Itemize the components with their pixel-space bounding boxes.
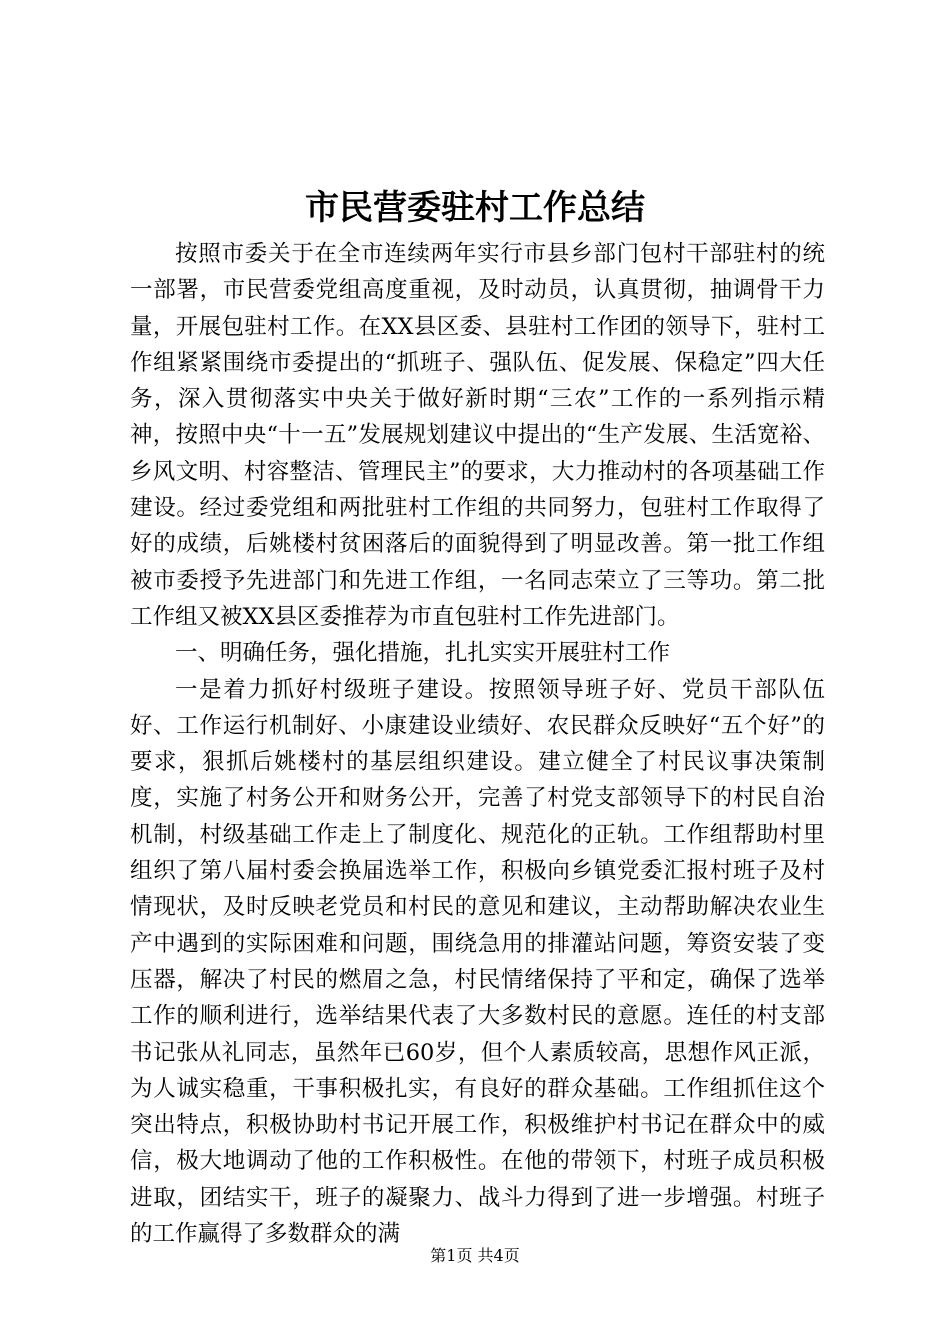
- paragraph-village-team: 一是着力抓好村级班子建设。按照领导班子好、党员干部队伍好、工作运行机制好、小康建设业绩好、农民群众反映好“五个好”的要求，狠抓后姚楼村的基层组织建设。建立健全了村民议事决策制度，实施了村务公开和财务公开，完善了村党支部领导下的村民自治机制，村级基础工作走上了制度化、规范化的正轨。工作组帮助村里组织了第八届村委会换届选举工作，积极向乡镇党委汇报村班子及村情现状，及时反映老党员和村民的意见和建议，主动帮助解决农业生产中遇到的实际困难和问题，围绕急用的排灌站问题，筹资安装了变压器，解决了村民的燃眉之急，村民情绪保持了平和定，确保了选举工作的顺利进行，选举结果代表了大多数村民的意愿。连任的村支部书记张从礼同志，虽然年已60岁，但个人素质较高，思想作风正派，为人诚实稳重，干事积极扎实，有良好的群众基础。工作组抓住这个突出特点，积极协助村书记开展工作，积极维护村书记在群众中的威信，极大地调动了他的工作积极性。在他的带领下，村班子成员积极进取，团结实干，班子的凝聚力、战斗力得到了进一步增强。村班子的工作赢得了多数群众的满: [130, 676, 825, 1248]
- document-title: 市民营委驻村工作总结: [305, 188, 645, 228]
- page-footer: 第1页 共4页: [430, 1246, 520, 1265]
- section-heading: 一、明确任务，强化措施，扎扎实实开展驻村工作: [175, 640, 671, 667]
- document-body: [130, 236, 825, 1252]
- paragraph-intro: 按照市委关于在全市连续两年实行市县乡部门包村干部驻村的统一部署，市民营委党组高度重视，及时动员，认真贯彻，抽调骨干力量，开展包驻村工作。在XX县区委、县驻村工作团的领导下，驻村工作组紧紧围绕市委提出的“抓班子、强队伍、促发展、保稳定”四大任务，深入贯彻落实中央关于做好新时期“三农”工作的一系列指示精神，按照中央“十一五”发展规划建议中提出的“生产发展、生活宽裕、乡风文明、村容整洁、管理民主”的要求，大力推动村的各项基础工作建设。经过委党组和两批驻村工作组的共同努力，包驻村工作取得了好的成绩，后姚楼村贫困落后的面貌得到了明显改善。第一批工作组被市委授予先进部门和先进工作组，一名同志荣立了三等功。第二批工作组又被XX县区委推荐为市直包驻村工作先进部门。: [130, 241, 825, 630]
